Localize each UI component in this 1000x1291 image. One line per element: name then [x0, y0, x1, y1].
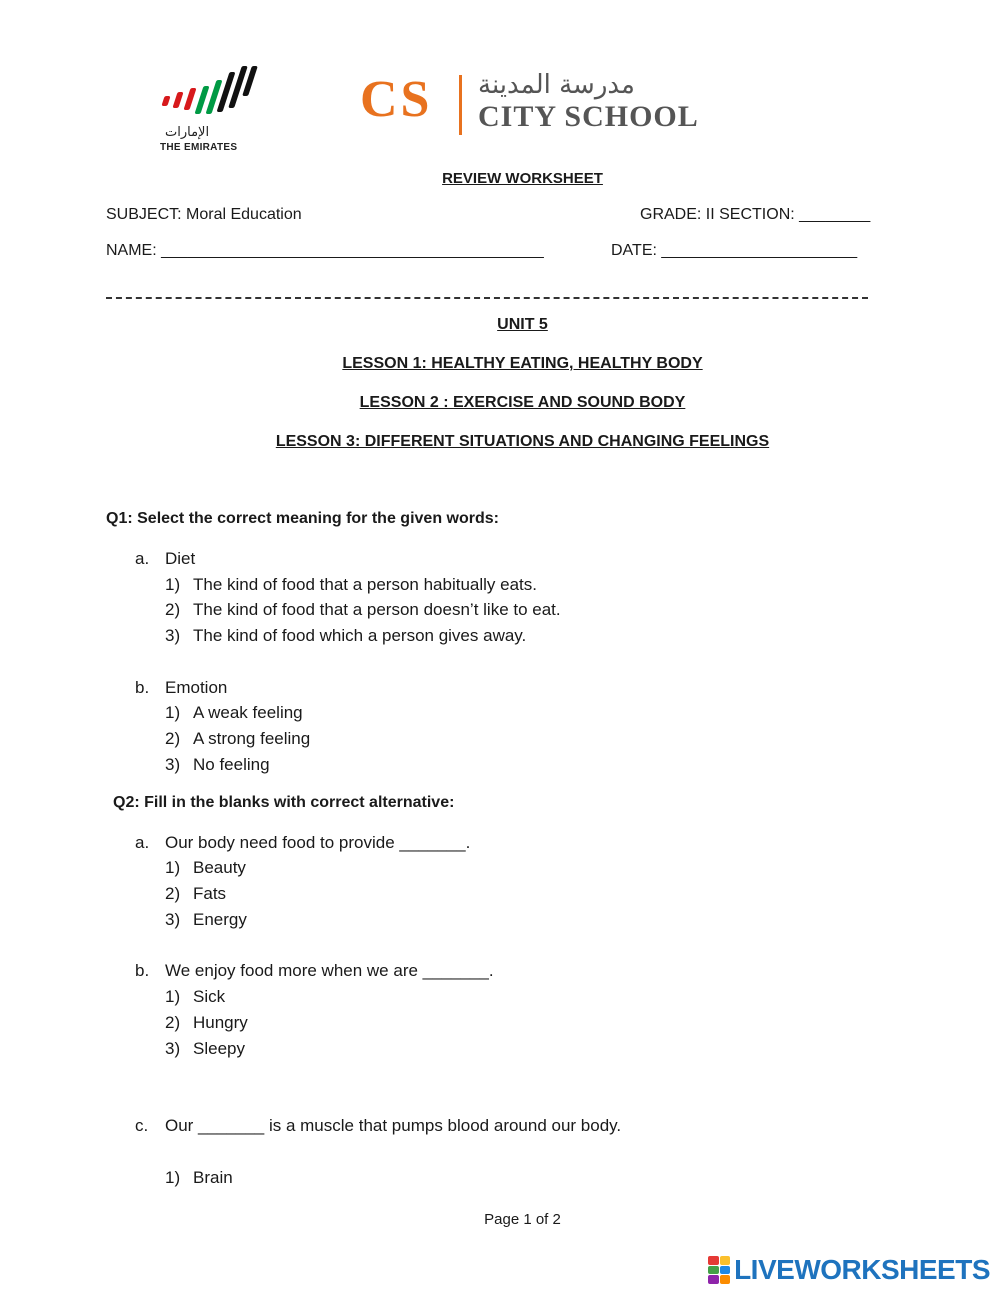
q2c-label: c.: [135, 1116, 149, 1135]
unit-title: UNIT 5: [497, 316, 548, 333]
q2a-label: a.: [135, 833, 150, 852]
q2c-option-1[interactable]: 1) Brain: [165, 1168, 233, 1187]
q1a-label: a.: [135, 549, 150, 568]
q1a-option-1[interactable]: 1) The kind of food that a person habitually eats.: [165, 575, 538, 594]
q2-title: Q2: Fill in the blanks with correct alternative:: [113, 794, 455, 811]
q2a-option-1[interactable]: 1) Beauty: [165, 858, 246, 877]
school-name-english: CITY SCHOOL: [478, 100, 699, 133]
page-number: Page 1 of 2: [484, 1211, 561, 1228]
worksheet-title: REVIEW WORKSHEET: [442, 170, 603, 187]
q1b-word: Emotion: [165, 678, 228, 697]
section-divider: [106, 297, 868, 299]
lesson-2-title: LESSON 2 : EXERCISE AND SOUND BODY: [359, 394, 686, 411]
q1a-word: Diet: [165, 549, 196, 568]
subject-line: SUBJECT: Moral Education: [106, 206, 302, 223]
q2b-option-3[interactable]: 3) Sleepy: [165, 1039, 245, 1058]
q2b-option-2[interactable]: 2) Hungry: [165, 1013, 248, 1032]
q2a-sentence: Our body need food to provide _______.: [165, 833, 471, 852]
emirates-arabic-wordmark: الإمارات: [165, 124, 210, 139]
liveworksheets-wordmark: LIVEWORKSHEETS: [734, 1254, 990, 1285]
emirates-logo: [155, 62, 265, 157]
date-line[interactable]: DATE: ______________________: [611, 242, 858, 259]
q2a-option-3[interactable]: 3) Energy: [165, 910, 247, 929]
lesson-3-title: LESSON 3: DIFFERENT SITUATIONS AND CHANGING FEELINGS: [275, 433, 770, 450]
q2b-sentence: We enjoy food more when we are _______.: [165, 961, 494, 980]
q1b-option-2[interactable]: 2) A strong feeling: [165, 729, 311, 748]
q1-title: Q1: Select the correct meaning for the given words:: [106, 510, 499, 527]
q1b-label: b.: [135, 678, 150, 697]
q2b-label: b.: [135, 961, 150, 980]
logo-divider: [459, 75, 462, 135]
q2a-option-2[interactable]: 2) Fats: [165, 884, 227, 903]
q2c-sentence: Our _______ is a muscle that pumps blood around our body.: [165, 1116, 622, 1135]
q1b-option-1[interactable]: 1) A weak feeling: [165, 703, 303, 722]
lesson-1-title: LESSON 1: HEALTHY EATING, HEALTHY BODY: [342, 355, 703, 372]
grade-section-line: GRADE: II SECTION: ________: [640, 206, 871, 223]
emirates-english-wordmark: THE EMIRATES: [160, 142, 238, 153]
school-initials: CS: [360, 71, 433, 128]
q2b-option-1[interactable]: 1) Sick: [165, 987, 226, 1006]
name-line[interactable]: NAME: ___________________________________________: [106, 242, 544, 259]
school-name-arabic: مدرسة المدينة: [478, 70, 635, 100]
q1a-option-2[interactable]: 2) The kind of food that a person doesn’t like to eat.: [165, 600, 561, 619]
q1a-option-3[interactable]: 3) The kind of food which a person gives away.: [165, 626, 527, 645]
liveworksheets-logo-icon: [708, 1256, 730, 1284]
q1b-option-3[interactable]: 3) No feeling: [165, 755, 270, 774]
liveworksheets-brand[interactable]: [708, 1255, 990, 1285]
